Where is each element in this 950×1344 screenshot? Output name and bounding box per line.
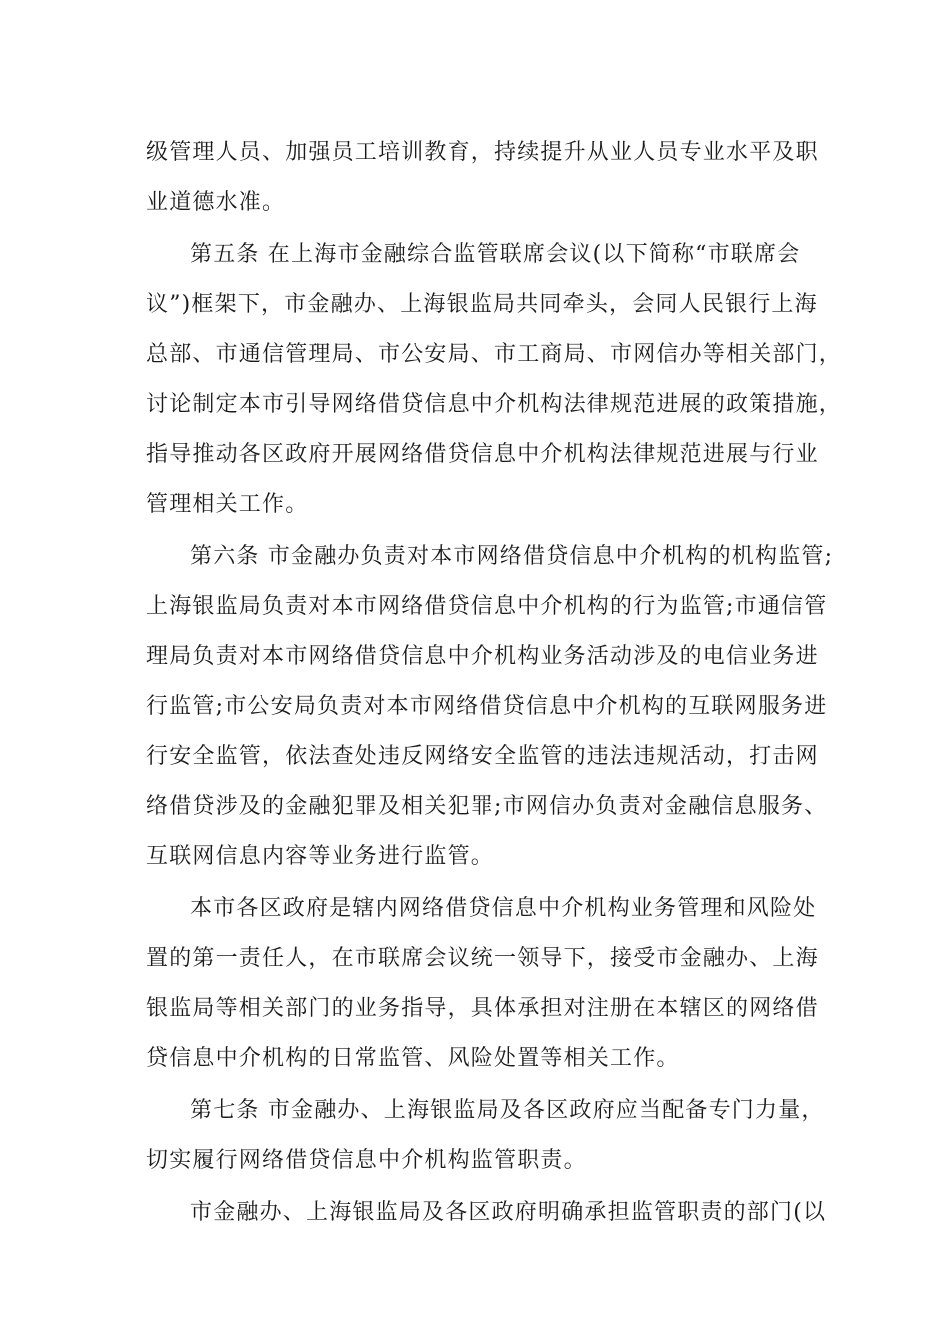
paragraph-article-5 (146, 230, 843, 530)
paragraph-article-7-part-2 (146, 1188, 827, 1238)
text-line: 讨论制定本市引导网络借贷信息中介机构法律规范进展的政策措施， (146, 392, 843, 417)
text-line: 络借贷涉及的金融犯罪及相关犯罪;市网信办负责对金融信息服务、 (146, 794, 828, 819)
text-line: 置的第一责任人，在市联席会议统一领导下，接受市金融办、上海 (146, 946, 819, 971)
text-line: 市金融办、上海银监局及各区政府明确承担监管职责的部门(以 (190, 1200, 827, 1225)
text-line: 总部、市通信管理局、市公安局、市工商局、市网信办等相关部门， (146, 342, 843, 367)
text-line: 第五条 在上海市金融综合监管联席会议(以下简称“市联席会 (190, 242, 801, 267)
text-line: 贷信息中介机构的日常监管、风险处置等相关工作。 (146, 1046, 680, 1071)
paragraph-article-7 (146, 1086, 825, 1186)
text-line: 行监管;市公安局负责对本市网络借贷信息中介机构的互联网服务进 (146, 694, 828, 719)
document-page (146, 128, 843, 1240)
text-line: 管理相关工作。 (146, 492, 309, 517)
text-line: 议”)框架下，市金融办、上海银监局共同牵头，会同人民银行上海 (146, 292, 818, 317)
paragraph-article-6 (146, 532, 834, 882)
text-line: 理局负责对本市网络借贷信息中介机构业务活动涉及的电信业务进 (146, 644, 819, 669)
text-line: 切实履行网络借贷信息中介机构监管职责。 (146, 1148, 587, 1173)
text-line: 本市各区政府是辖内网络借贷信息中介机构业务管理和风险处 (190, 896, 817, 921)
text-line: 上海银监局负责对本市网络借贷信息中介机构的行为监管;市通信管 (146, 594, 828, 619)
text-line: 指导推动各区政府开展网络借贷信息中介机构法律规范进展与行业 (146, 442, 819, 467)
text-line: 第七条 市金融办、上海银监局及各区政府应当配备专门力量， (190, 1098, 825, 1123)
text-line: 第六条 市金融办负责对本市网络借贷信息中介机构的机构监管; (190, 544, 834, 569)
text-line: 业道德水准。 (146, 190, 286, 215)
paragraph-article-6-part-2 (146, 884, 821, 1084)
text-line: 银监局等相关部门的业务指导，具体承担对注册在本辖区的网络借 (146, 996, 819, 1021)
text-line: 互联网信息内容等业务进行监管。 (146, 844, 495, 869)
paragraph-continuation (146, 128, 821, 228)
text-line: 级管理人员、加强员工培训教育，持续提升从业人员专业水平及职 (146, 140, 819, 165)
text-line: 行安全监管，依法查处违反网络安全监管的违法违规活动，打击网 (146, 744, 819, 769)
